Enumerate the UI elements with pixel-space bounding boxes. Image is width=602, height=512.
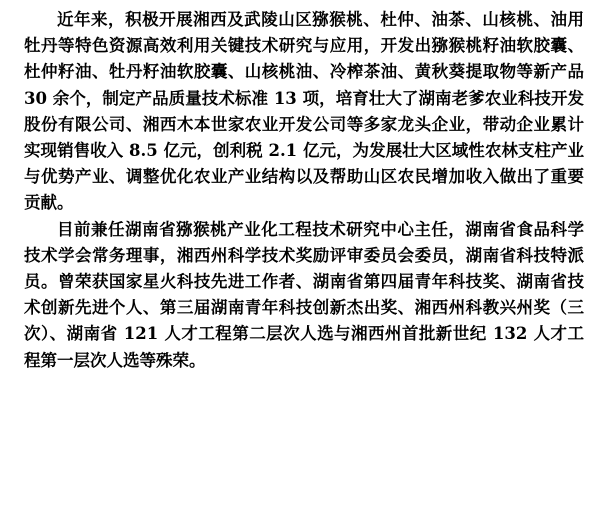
- paragraph-positions-honors: 目前兼任湖南省猕猴桃产业化工程技术研究中心主任，湖南省食品科学技术学会常务理事，湘西州科学技术奖励评审委员会委员，湖南省科技特派员。曾荣获国家星火科技先进工作者、湖南省第四届青年科技奖、湖南省技术创新先进个人、第三届湖南青年科技创新杰出奖、湘西州科教兴州奖（三次）、湖南省 121 人才工程第二层次人选与湘西州首批新世纪 132 人才工程第一层次人选等殊荣。: [24, 219, 584, 370]
- body-text: [24, 7, 584, 374]
- paragraph-achievements: 近年来，积极开展湘西及武陵山区猕猴桃、杜仲、油茶、山核桃、油用牡丹等特色资源高效利用关键技术研究与应用，开发出猕猴桃籽油软胶囊、杜仲籽油、牡丹籽油软胶囊、山核桃油、冷榨茶油、黄秋葵提取物等新产品 30 余个，制定产品质量技术标准 13 项，培育壮大了湖南老爹农业科技开发股份有限公司、湘西木本世家农业开发公司等多家龙头企业，带动企业累计实现销售收入 8.5 亿元，创利税 2.1 亿元，为发展壮大区域性农林支柱产业与优势产业、调整优化农业产业结构以及帮助山区农民增加收入做出了重要贡献。: [24, 10, 584, 213]
